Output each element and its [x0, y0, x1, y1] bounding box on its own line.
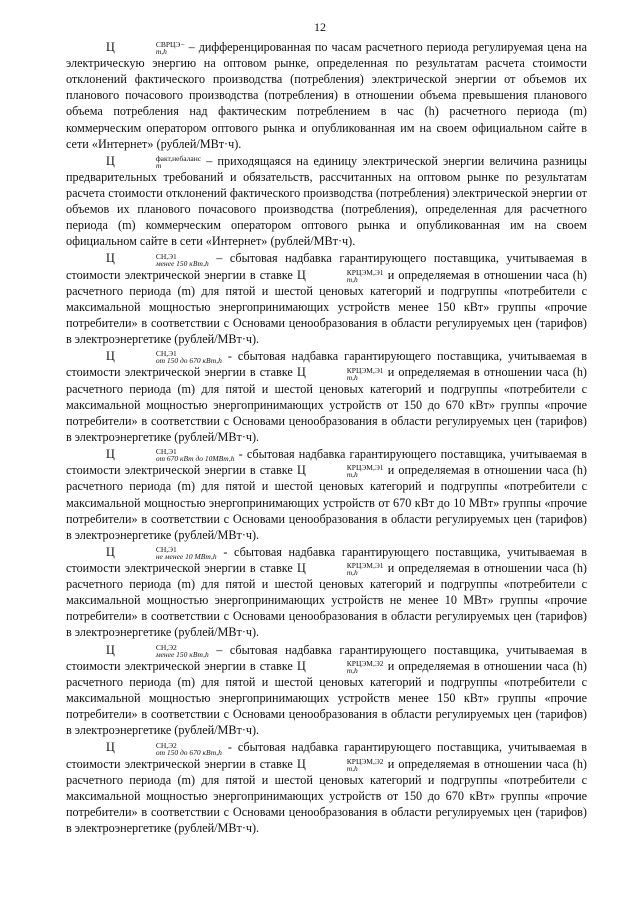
- definition-paragraph: [66, 446, 587, 543]
- definition-text: и определяемая в отношении часа (h) расчетного периода (m) для пятой и шестой ценовых категорий и подгруппы «потребители с максимальной мощностью энергопринимающих устройств менее 150 кВт» группы «прочие потребители» в соответствии с Основами ценообразования в области регулируемых цен (тарифов) в электроэнергетике (рублей/МВт·ч).: [66, 267, 587, 347]
- formula-symbol: Ц СН,Э2 менее 150 кВт,h: [106, 642, 209, 659]
- page-number: 12: [314, 20, 326, 34]
- definition-text: – приходящаяся на единицу электрической энергии величина разницы предварительных требований и обязательств, рассчитанных на оптовом рынке по результатам расчета стоимости отклонений фактического производства (потребления) электрической энергии от объемов их планового почасового производства (потребления), определенная для расчетного периода (m) коммерческим оператором оптового рынка и опубликованная им на своем официальном сайте в сети «Интернет» (рублей/МВт·ч).: [66, 153, 587, 249]
- document-body: [66, 39, 587, 836]
- definition-text: и определяемая в отношении часа (h) расчетного периода (m) для пятой и шестой ценовых категорий и подгруппы «потребители с максимальной мощностью энергопринимающих устройств от 670 кВт до 10 МВт» группы «прочие потребители» в соответствии с Основами ценообразования в области регулируемых цен (тарифов) в электроэнергетике (рублей/МВт·ч).: [66, 463, 587, 542]
- inline-formula-symbol: Ц КРЦЭМ,Э1 m,h: [296, 560, 384, 578]
- definition-paragraph: [66, 153, 587, 250]
- formula-symbol: Ц СН,Э2 от 150 до 670 кВт,h: [106, 740, 222, 757]
- definition-text: и определяемая в отношении часа (h) расчетного периода (m) для пятой и шестой ценовых категорий и подгруппы «потребители с максимальной мощностью энергопринимающих устройств от 150 до 670 кВт» группы «прочие потребители» в соответствии с Основами ценообразования в области регулируемых цен (тарифов) в электроэнергетике (рублей/МВт·ч).: [66, 756, 587, 836]
- formula-symbol: Ц СН,Э1 от 150 до 670 кВт,h: [106, 349, 222, 366]
- inline-formula-symbol: Ц КРЦЭМ,Э2 m,h: [296, 658, 384, 675]
- definition-text: – сбытовая надбавка гарантирующего поставщика, учитываемая в стоимости электрической энергии в ставке: [66, 642, 587, 673]
- definition-text: и определяемая в отношении часа (h) расчетного периода (m) для пятой и шестой ценовых категорий и подгруппы «потребители с максимальной мощностью энергопринимающих устройств от 150 до 670 кВт» группы «прочие потребители» в соответствии с Основами ценообразования в области регулируемых цен (тарифов) в электроэнергетике (рублей/МВт·ч).: [66, 365, 587, 444]
- definition-text: – сбытовая надбавка гарантирующего поставщика, учитываемая в стоимости электрической энергии в ставке: [66, 251, 587, 282]
- definition-paragraph: [66, 348, 587, 445]
- inline-formula-symbol: Ц КРЦЭМ,Э2 m,h: [296, 756, 384, 773]
- formula-symbol: Ц СН,Э1 менее 150 кВт,h: [106, 251, 209, 268]
- definition-text: - сбытовая надбавка гарантирующего поставщика, учитываемая в стоимости электрической энергии в ставке: [66, 544, 587, 575]
- formula-symbol: Ц СН,Э1 от 670 кВт до 10МВт,h: [106, 447, 235, 464]
- definition-text: - сбытовая надбавка гарантирующего поставщика, учитываемая в стоимости электрической энергии в ставке: [66, 447, 587, 478]
- formula-symbol: Ц СВРЦЭ− m,h: [106, 40, 185, 57]
- definition-text: и определяемая в отношении часа (h) расчетного периода (m) для пятой и шестой ценовых категорий и подгруппы «потребители с максимальной мощностью энергопринимающих устройств не менее 10 МВт» группы «прочие потребители» в соответствии с Основами ценообразования в области регулируемых цен (тарифов) в электроэнергетике (рублей/МВт·ч).: [66, 560, 587, 640]
- definition-paragraph: [66, 642, 587, 739]
- formula-symbol: Ц факт,небаланс m: [106, 153, 202, 170]
- definition-paragraph: [66, 544, 587, 641]
- definition-paragraph: [66, 39, 587, 152]
- definition-text: - сбытовая надбавка гарантирующего поставщика, учитываемая в стоимости электрической энергии в ставке: [66, 740, 587, 771]
- inline-formula-symbol: Ц КРЦЭМ,Э1 m,h: [296, 365, 384, 382]
- definition-text: - сбытовая надбавка гарантирующего поставщика, учитываемая в стоимости электрической энергии в ставке: [66, 349, 587, 380]
- inline-formula-symbol: Ц КРЦЭМ,Э1 m,h: [296, 267, 384, 284]
- definition-paragraph: [66, 739, 587, 836]
- definition-text: и определяемая в отношении часа (h) расчетного периода (m) для пятой и шестой ценовых категорий и подгруппы «потребители с максимальной мощностью энергопринимающих устройств менее 150 кВт» группы «прочие потребители» в соответствии с Основами ценообразования в области регулируемых цен (тарифов) в электроэнергетике (рублей/МВт·ч).: [66, 658, 587, 738]
- inline-formula-symbol: Ц КРЦЭМ,Э1 m,h: [296, 463, 384, 480]
- definition-text: – дифференцированная по часам расчетного периода регулируемая цена на электрическую энергию на оптовом рынке, определенная по результатам расчета стоимости отклонений фактического производства (потребления) электрической энергии от объемов их планового почасового производства (потребления) в отношении объема превышения планового объема потребления над фактическим потреблением в час (h) расчетного периода (m) коммерческим оператором оптового рынка и опубликованная им на своем официальном сайте в сети «Интернет» (рублей/МВт·ч).: [66, 40, 587, 151]
- definition-paragraph: [66, 250, 587, 347]
- formula-symbol: Ц СН,Э1 не менее 10 МВт,h: [106, 544, 217, 561]
